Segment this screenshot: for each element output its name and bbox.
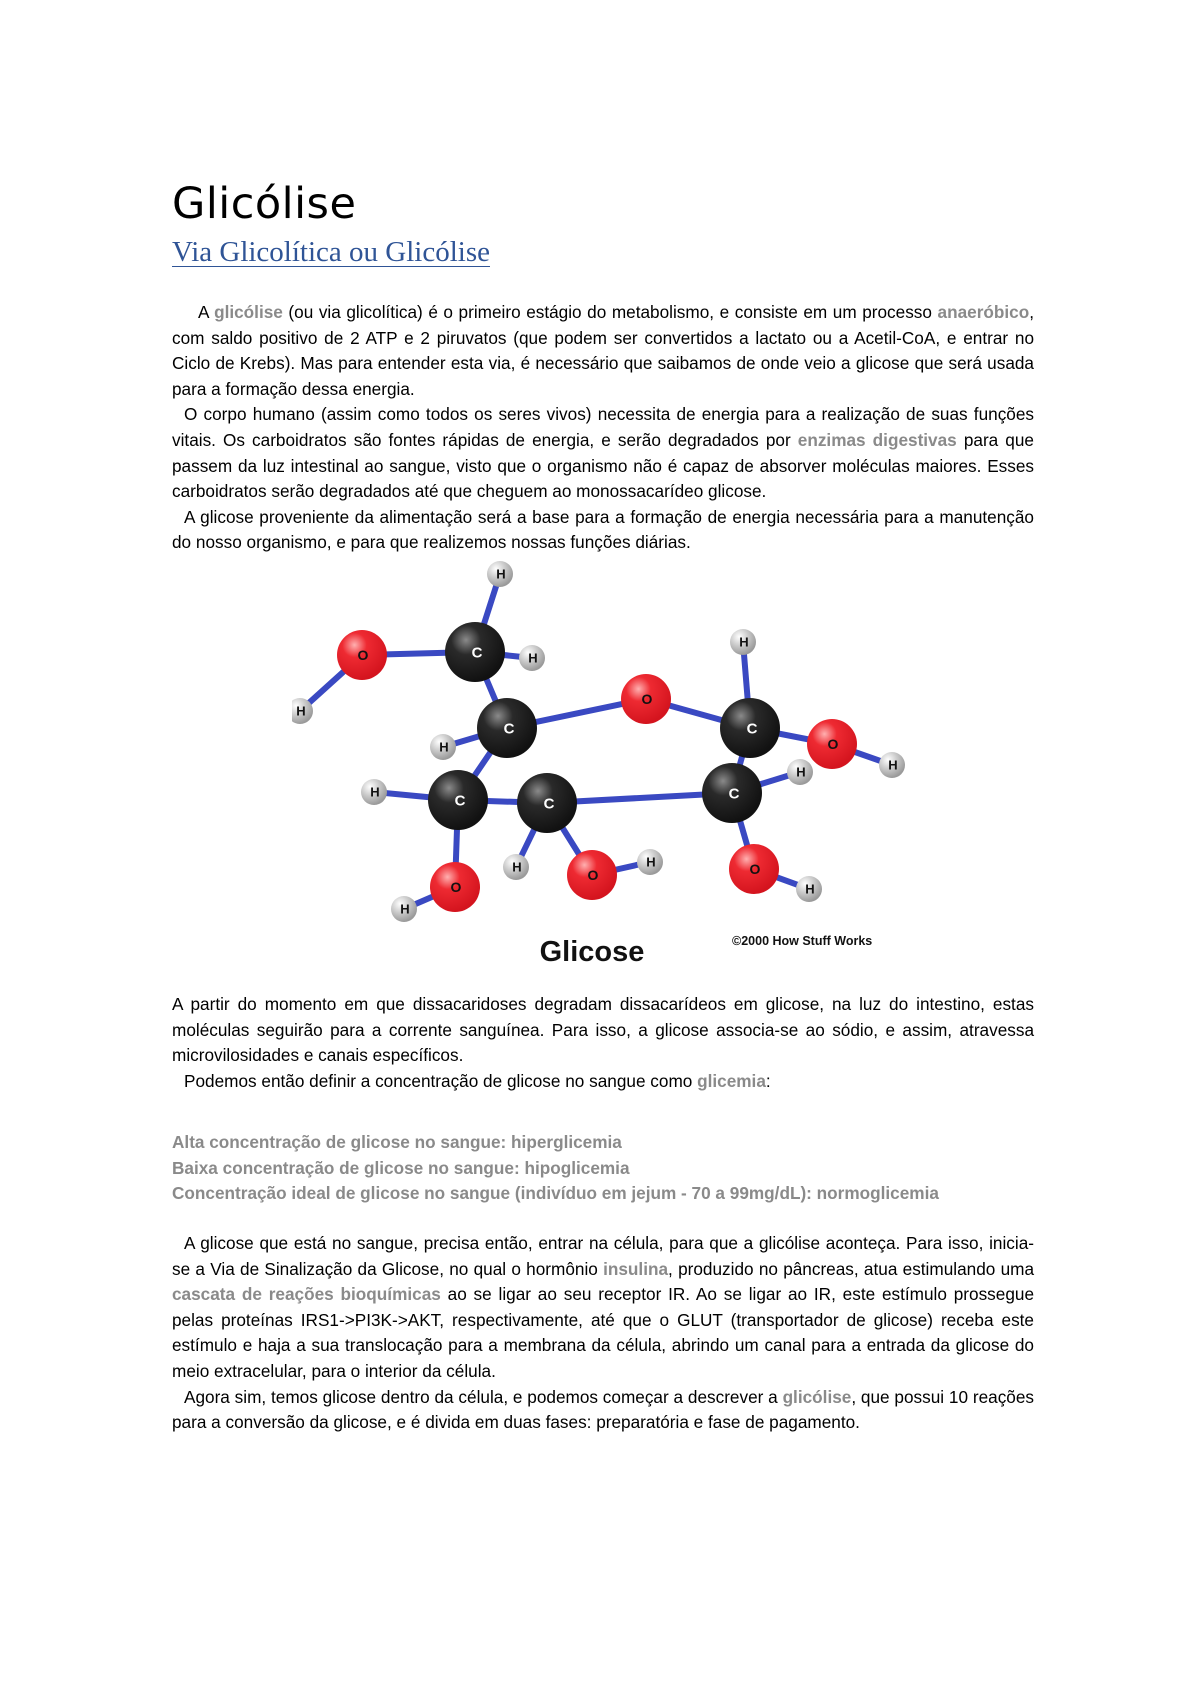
carbon-atom xyxy=(517,773,577,833)
oxygen-atom xyxy=(729,844,779,894)
oxygen-label: O xyxy=(587,867,599,884)
oxygen-atom xyxy=(621,674,671,724)
hydrogen-atom xyxy=(391,896,417,922)
oxygen-label: O xyxy=(749,861,761,878)
section-heading: Via Glicolítica ou Glicólise xyxy=(172,236,490,268)
definition-normoglycemia: Concentração ideal de glicose no sangue (indivíduo em jejum - 70 a 99mg/dL): normoglicemia xyxy=(172,1183,939,1204)
oxygen-atom xyxy=(337,630,387,680)
hydrogen-atom xyxy=(730,629,756,655)
oxygen-label: O xyxy=(450,879,462,896)
definition-hyperglycemia: Alta concentração de glicose no sangue: hiperglicemia xyxy=(172,1132,622,1152)
hydrogen-label: H xyxy=(512,859,522,875)
text-run: A xyxy=(198,302,215,322)
carbon-label: C xyxy=(746,720,758,738)
text-run: Podemos então definir a concentração de glicose no sangue como xyxy=(184,1070,698,1091)
hydrogen-atom xyxy=(430,734,456,760)
definitions-list xyxy=(172,1130,1034,1207)
carbon-label: C xyxy=(471,644,483,662)
intro-paragraph-1 xyxy=(172,300,1034,402)
glucose-molecule-figure xyxy=(292,555,912,975)
signaling-paragraph-1 xyxy=(172,1231,1034,1385)
hydrogen-atom xyxy=(503,854,529,880)
hydrogen-label: H xyxy=(496,566,506,582)
hydrogen-atom xyxy=(637,849,663,875)
absorption-section xyxy=(172,992,1034,1094)
signaling-section xyxy=(172,1231,1034,1436)
carbon-atom xyxy=(477,698,537,758)
hydrogen-label: H xyxy=(400,901,410,917)
term-anaerobico: anaeróbico xyxy=(937,302,1030,322)
oxygen-label: O xyxy=(641,691,653,708)
hydrogen-label: H xyxy=(439,739,449,755)
oxygen-label: O xyxy=(357,647,369,664)
term-cascata: cascata de reações bioquímicas xyxy=(172,1284,441,1305)
atom-group xyxy=(292,561,905,922)
term-glicolise-2: glicólise xyxy=(782,1386,852,1407)
text-run: : xyxy=(765,1070,771,1091)
hydrogen-label: H xyxy=(646,854,656,870)
oxygen-atom xyxy=(567,850,617,900)
absorption-paragraph-2 xyxy=(172,1069,1034,1095)
intro-section xyxy=(172,300,1034,556)
hydrogen-atom xyxy=(361,779,387,805)
intro-paragraph-3: A glicose proveniente da alimentação será a base para a formação de energia necessária para a manutenção do nosso organismo, e para que realizemos nossas funções diárias. xyxy=(172,506,1034,553)
definition-hypoglycemia: Baixa concentração de glicose no sangue: hipoglicemia xyxy=(172,1157,630,1178)
text-run: Agora sim, temos glicose dentro da célula, e podemos começar a descrever a xyxy=(184,1386,783,1407)
oxygen-label: O xyxy=(827,736,839,753)
hydrogen-atom xyxy=(879,752,905,778)
hydrogen-label: H xyxy=(296,703,306,719)
term-insulina: insulina xyxy=(603,1258,669,1279)
hydrogen-atom xyxy=(487,561,513,587)
text-run: (ou via glicolítica) é o primeiro estágio do metabolismo, e consiste em um processo xyxy=(282,302,938,322)
carbon-atom xyxy=(702,763,762,823)
hydrogen-label: H xyxy=(528,650,538,666)
carbon-label: C xyxy=(503,720,515,738)
hydrogen-atom xyxy=(519,645,545,671)
hydrogen-label: H xyxy=(805,881,815,897)
figure-caption: Glicose xyxy=(539,936,645,968)
text-run: , com saldo positivo de 2 ATP e 2 piruvatos (que podem ser convertidos a lactato ou a Acetil-CoA, e entrar no Ciclo de Krebs). Mas para entender esta via, é necessário que saibamos de onde veio a glicose que será usada para a formação dessa energia. xyxy=(172,302,1034,399)
text-run: ao se ligar ao seu receptor IR. Ao se ligar ao IR, este estímulo prossegue pelas proteínas IRS1->PI3K->AKT, respectivamente, até que o GLUT (transportador de glicose) receba este estímulo e haja a sua translocação para a membrana da célula, abrindo um canal para a entrada da glicose do meio extracelular, para o interior da célula. xyxy=(172,1284,1034,1381)
hydrogen-label: H xyxy=(739,634,749,650)
page-title: Glicólise xyxy=(172,178,357,229)
absorption-paragraph-1: A partir do momento em que dissacaridoses degradam dissacarídeos em glicose, na luz do intestino, estas moléculas seguirão para a corrente sanguínea. Para isso, a glicose associa-se ao sódio, e assim, atravessa microvilosidades e canais específicos. xyxy=(172,994,1034,1066)
intro-paragraph-2 xyxy=(172,402,1034,504)
oxygen-atom xyxy=(430,862,480,912)
term-glicemia: glicemia xyxy=(697,1070,766,1091)
text-run: , que possui 10 reações para a conversão da glicose, e é divida em duas fases: preparatória e fase de pagamento. xyxy=(172,1386,1035,1433)
carbon-atom xyxy=(720,698,780,758)
hydrogen-label: H xyxy=(888,757,898,773)
hydrogen-label: H xyxy=(796,764,806,780)
hydrogen-atom xyxy=(787,759,813,785)
carbon-atom xyxy=(428,770,488,830)
carbon-label: C xyxy=(454,792,466,810)
signaling-paragraph-2 xyxy=(172,1385,1034,1436)
text-run: O corpo humano (assim como todos os seres vivos) necessita de energia para a realização de suas funções vitais. Os carboidratos são fontes rápidas de energia, e serão degradados por xyxy=(172,404,1034,450)
text-run: , produzido no pâncreas, atua estimulando uma xyxy=(668,1258,1034,1279)
glucose-molecule-diagram xyxy=(292,555,912,975)
carbon-atom xyxy=(445,622,505,682)
hydrogen-atom xyxy=(796,876,822,902)
text-run: A glicose que está no sangue, precisa então, entrar na célula, para que a glicólise aconteça. Para isso, inicia-se a Via de Sinalização da Glicose, no qual o hormônio xyxy=(172,1233,1034,1279)
term-enzimas-digestivas: enzimas digestivas xyxy=(797,429,957,450)
oxygen-atom xyxy=(807,719,857,769)
hydrogen-label: H xyxy=(370,784,380,800)
carbon-label: C xyxy=(728,785,740,803)
text-run: para que passem da luz intestinal ao sangue, visto que o organismo não é capaz de absorver moléculas maiores. Esses carboidratos serão degradados até que cheguem ao monossacarídeo glicose. xyxy=(172,429,1034,502)
term-glicolise: glicólise xyxy=(214,302,283,322)
carbon-label: C xyxy=(543,795,555,813)
figure-credit: ©2000 How Stuff Works xyxy=(732,934,873,948)
